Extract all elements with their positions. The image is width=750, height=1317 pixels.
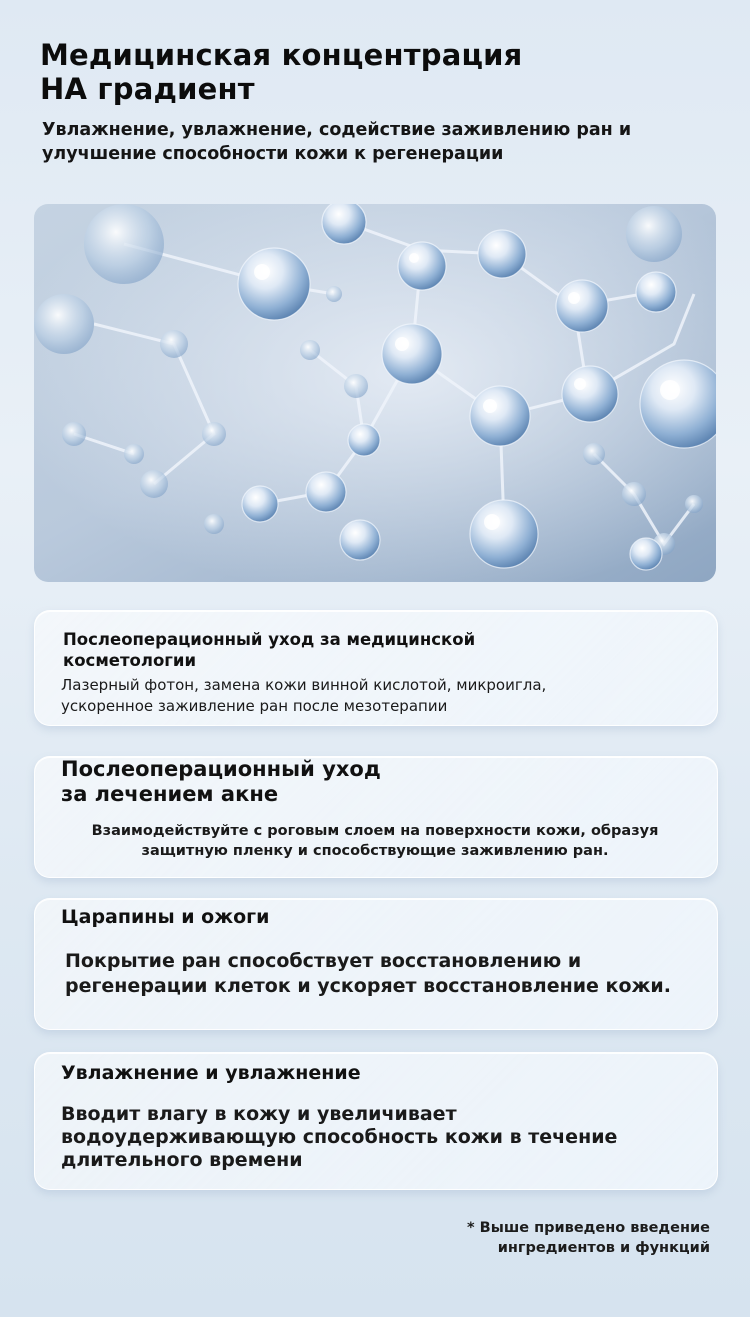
- page-subtitle: [42, 118, 722, 166]
- card-title-line: Послеоперационный уход: [61, 757, 381, 781]
- card-desc-line: водоудерживающую способность кожи в течение: [61, 1126, 618, 1148]
- title-line: Медицинская концентрация: [40, 38, 523, 72]
- molecule-illustration: [34, 204, 716, 582]
- info-card-medical-cosmetology: [34, 610, 718, 726]
- title-line: НА градиент: [40, 72, 255, 106]
- subtitle-line: улучшение способности кожи к регенерации: [42, 144, 504, 164]
- card-title-line: Послеоперационный уход за медицинской: [63, 630, 476, 649]
- card-title-line: за лечением акне: [61, 782, 279, 806]
- card-title: [61, 757, 521, 807]
- card-desc-line: длительного времени: [61, 1149, 303, 1171]
- page-title: [40, 38, 720, 106]
- card-title: Увлажнение и увлажнение: [61, 1062, 361, 1084]
- molecule-image: [34, 204, 716, 582]
- card-description: [61, 1103, 681, 1172]
- card-description: [45, 821, 705, 861]
- card-title: Царапины и ожоги: [61, 906, 270, 928]
- card-description: [61, 675, 681, 717]
- footnote: [290, 1218, 710, 1258]
- card-desc-line: Покрытие ран способствует восстановлению и: [65, 950, 582, 972]
- card-desc-line: ускоренное заживление ран после мезотерапии: [61, 697, 448, 715]
- card-title: [63, 629, 583, 671]
- card-desc-line: защитную пленку и способствующие заживлению ран.: [141, 843, 609, 859]
- card-desc-line: Вводит влагу в кожу и увеличивает: [61, 1103, 457, 1125]
- footnote-line: * Выше приведено введение: [467, 1220, 710, 1236]
- subtitle-line: Увлажнение, увлажнение, содействие заживлению ран и: [42, 120, 632, 140]
- info-card-scratches-burns: [34, 898, 718, 1030]
- info-card-acne-treatment: [34, 756, 718, 878]
- card-desc-line: Взаимодействуйте с роговым слоем на поверхности кожи, образуя: [91, 823, 659, 839]
- info-card-moisturizing: [34, 1052, 718, 1190]
- card-desc-line: Лазерный фотон, замена кожи винной кислотой, микроигла,: [61, 676, 547, 694]
- footnote-line: ингредиентов и функций: [497, 1240, 710, 1256]
- card-desc-line: регенерации клеток и ускоряет восстановление кожи.: [65, 975, 671, 997]
- card-description: [65, 949, 705, 999]
- card-title-line: косметологии: [63, 651, 197, 670]
